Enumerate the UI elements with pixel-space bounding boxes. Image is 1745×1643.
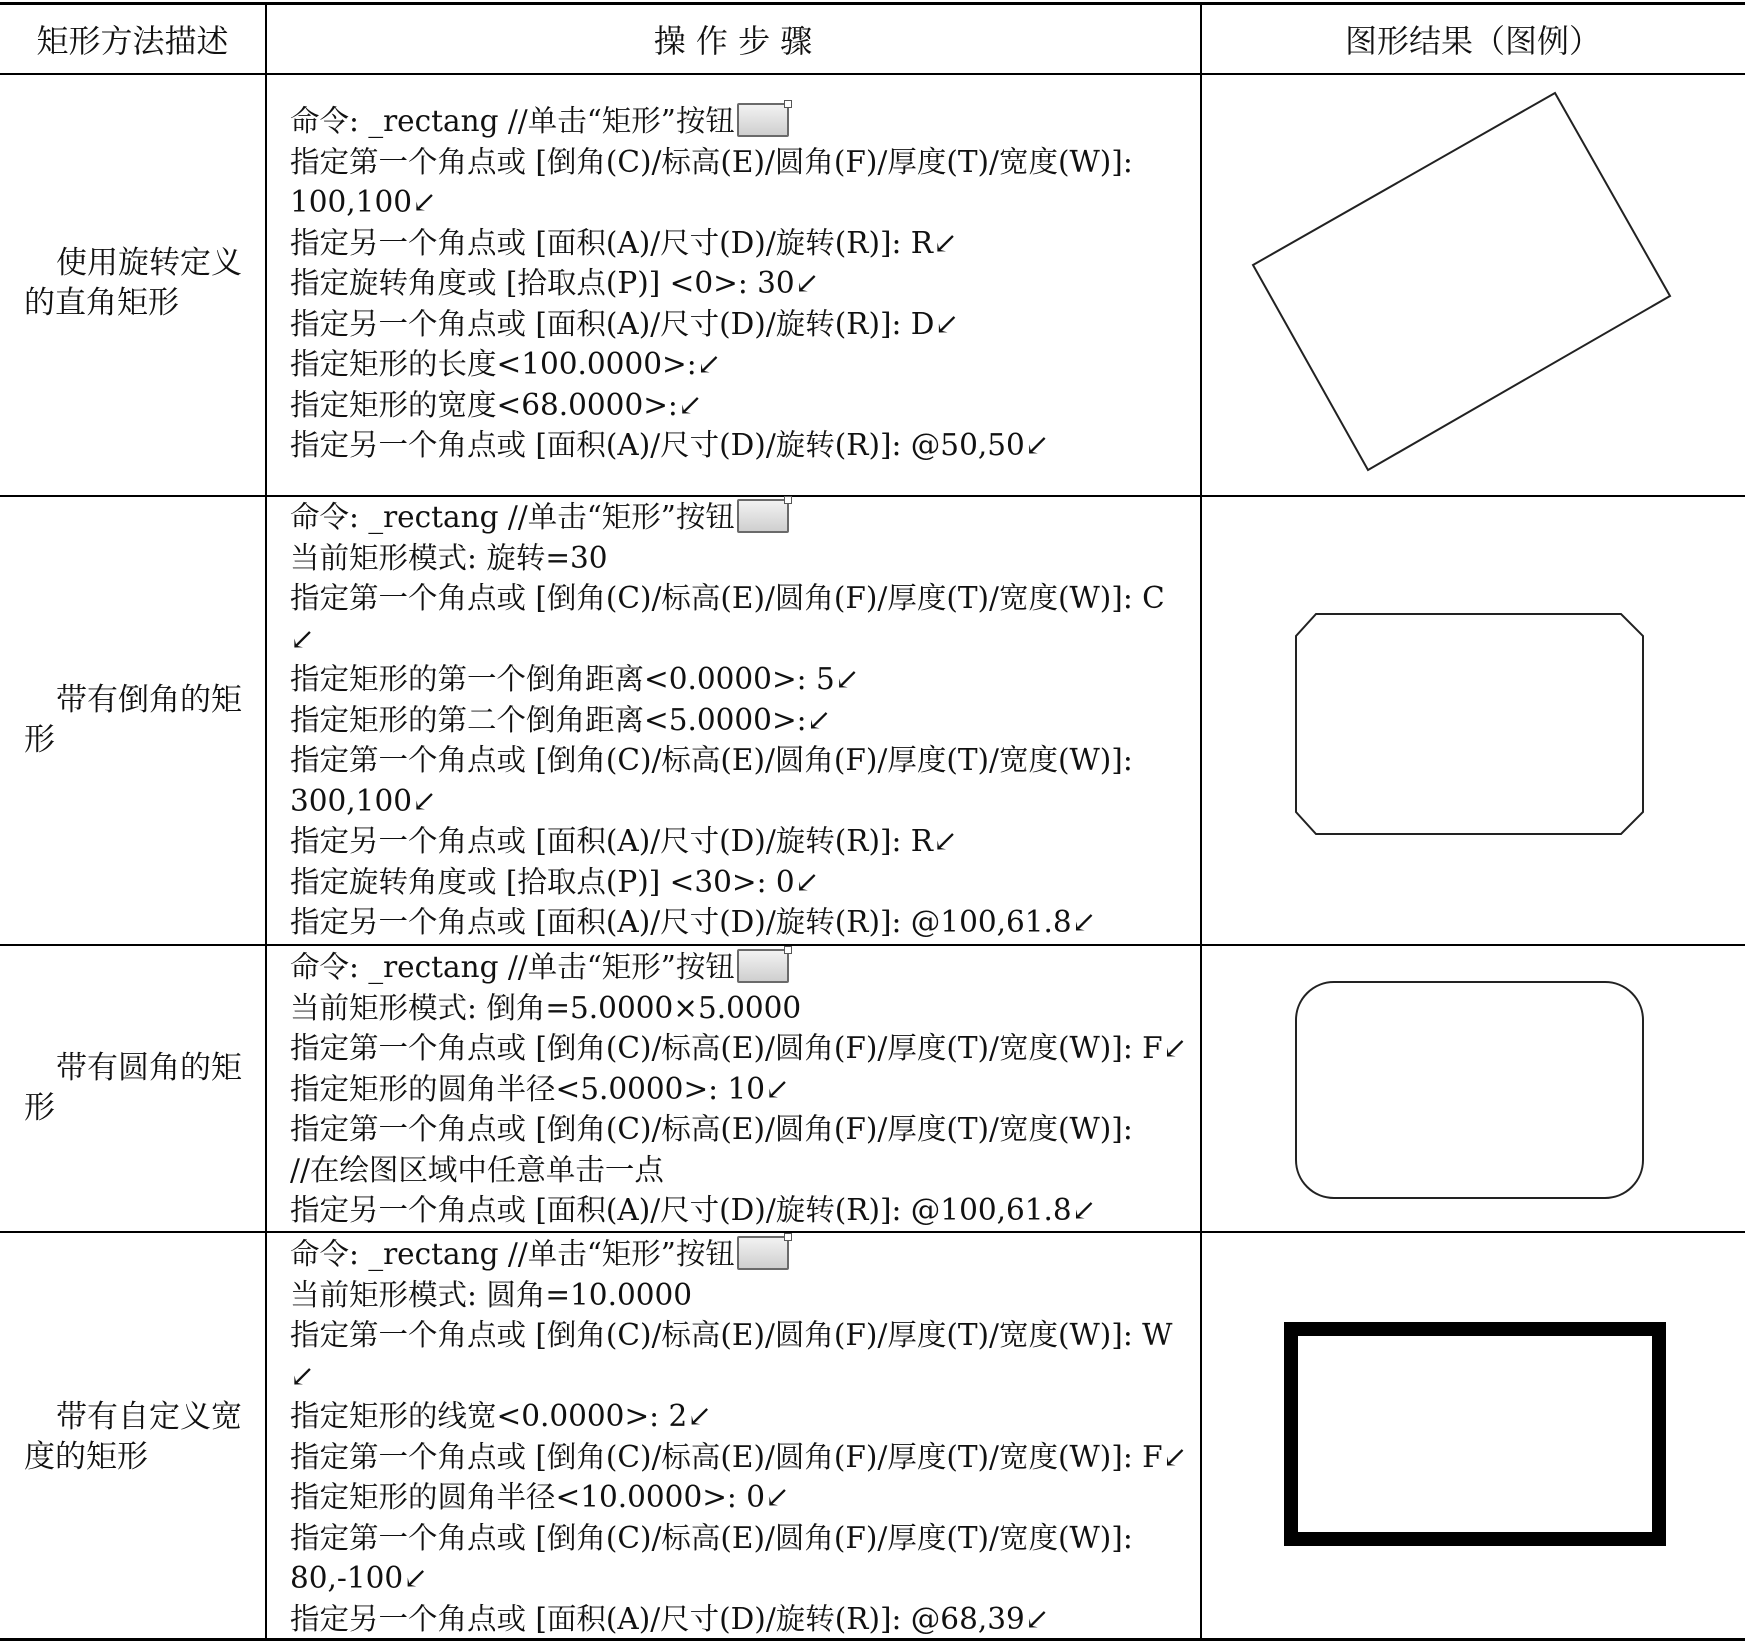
step-line: 指定矩形的圆角半径<5.0000>: 10↙ xyxy=(290,1071,790,1106)
wide-border-rectangle-icon xyxy=(1275,1315,1675,1555)
header-graphic-result: 图形结果（图例） xyxy=(1344,22,1601,60)
step-line: 命令: _rectang //单击“矩形”按钮 xyxy=(290,497,1190,538)
row-rule xyxy=(0,944,1745,946)
step-line: 指定另一个角点或 [面积(A)/尺寸(D)/旋转(R)]: R↙ xyxy=(290,225,958,260)
step-line: 指定矩形的线宽<0.0000>: 2↙ xyxy=(290,1399,712,1433)
step-line: 当前矩形模式: 倒角=5.0000×5.0000 xyxy=(290,990,802,1025)
step-line: 指定第一个角点或 [倒角(C)/标高(E)/圆角(F)/厚度(T)/宽度(W)]: F↙ xyxy=(290,1031,1188,1065)
column-rule xyxy=(1200,4,1202,1640)
row-description: 带有自定义宽度的矩形 xyxy=(24,1399,242,1475)
column-rule xyxy=(265,4,267,1640)
step-line: 指定另一个角点或 [面积(A)/尺寸(D)/旋转(R)]: @100,61.8↙ xyxy=(290,905,1097,939)
step-line: 命令: _rectang //单击“矩形”按钮 xyxy=(290,101,1190,142)
step-line: 指定矩形的第一个倒角距离<0.0000>: 5↙ xyxy=(290,662,860,696)
step-line: //在绘图区域中任意单击一点 xyxy=(290,1152,664,1187)
step-line: 指定矩形的长度<100.0000>:↙ xyxy=(290,347,722,381)
row-description: 带有圆角的矩形 xyxy=(24,1050,242,1126)
step-line: 当前矩形模式: 旋转=30 xyxy=(290,540,608,575)
step-line: 指定另一个角点或 [面积(A)/尺寸(D)/旋转(R)]: @68,39↙ xyxy=(290,1601,1050,1636)
step-line: 指定另一个角点或 [面积(A)/尺寸(D)/旋转(R)]: D↙ xyxy=(290,306,960,341)
step-line: ↙ xyxy=(290,1358,315,1393)
rectangle-button-icon xyxy=(737,949,789,983)
step-line: 当前矩形模式: 圆角=10.0000 xyxy=(290,1277,693,1312)
step-line: 300,100↙ xyxy=(290,783,437,818)
step-line: 指定第一个角点或 [倒角(C)/标高(E)/圆角(F)/厚度(T)/宽度(W)]: xyxy=(290,1112,1133,1146)
step-line: 指定矩形的圆角半径<10.0000>: 0↙ xyxy=(290,1480,790,1514)
step-line: 指定第一个角点或 [倒角(C)/标高(E)/圆角(F)/厚度(T)/宽度(W)]: xyxy=(290,144,1133,179)
row-rule xyxy=(0,1231,1745,1233)
chamfered-rectangle-icon xyxy=(1290,608,1650,838)
filleted-rectangle-icon xyxy=(1290,976,1650,1206)
step-line: 100,100↙ xyxy=(290,185,437,219)
row-steps xyxy=(290,947,1190,1231)
step-line: 指定矩形的第二个倒角距离<5.0000>:↙ xyxy=(290,702,832,737)
step-line: 命令: _rectang //单击“矩形”按钮 xyxy=(290,1234,1190,1275)
row-steps xyxy=(290,497,1190,943)
rectangle-button-icon xyxy=(737,499,789,533)
step-line: 指定矩形的宽度<68.0000>:↙ xyxy=(290,387,703,422)
row-steps xyxy=(290,101,1190,466)
step-line: 指定另一个角点或 [面积(A)/尺寸(D)/旋转(R)]: @100,61.8↙ xyxy=(290,1193,1097,1227)
step-line: ↙ xyxy=(290,621,315,656)
step-line: 指定第一个角点或 [倒角(C)/标高(E)/圆角(F)/厚度(T)/宽度(W)]: W xyxy=(290,1318,1173,1352)
step-line: 指定旋转角度或 [拾取点(P)] <30>: 0↙ xyxy=(290,864,820,899)
step-line: 指定另一个角点或 [面积(A)/尺寸(D)/旋转(R)]: @50,50↙ xyxy=(290,428,1050,462)
row-steps xyxy=(290,1234,1190,1639)
rotated-rectangle-icon xyxy=(1230,80,1710,490)
step-line: 指定第一个角点或 [倒角(C)/标高(E)/圆角(F)/厚度(T)/宽度(W)]: C xyxy=(290,581,1165,615)
rectangle-button-icon xyxy=(737,1236,789,1270)
step-line: 指定第一个角点或 [倒角(C)/标高(E)/圆角(F)/厚度(T)/宽度(W)]: F↙ xyxy=(290,1439,1188,1474)
step-line: 指定第一个角点或 [倒角(C)/标高(E)/圆角(F)/厚度(T)/宽度(W)]: xyxy=(290,743,1133,777)
step-line: 80,-100↙ xyxy=(290,1561,428,1595)
row-description: 带有倒角的矩形 xyxy=(24,682,242,758)
row-description: 使用旋转定义的直角矩形 xyxy=(24,245,242,321)
step-line: 指定第一个角点或 [倒角(C)/标高(E)/圆角(F)/厚度(T)/宽度(W)]: xyxy=(290,1520,1133,1555)
step-line: 指定另一个角点或 [面积(A)/尺寸(D)/旋转(R)]: R↙ xyxy=(290,824,958,858)
step-line: 指定旋转角度或 [拾取点(P)] <0>: 30↙ xyxy=(290,266,820,300)
step-line: 命令: _rectang //单击“矩形”按钮 xyxy=(290,947,1190,988)
rectangle-button-icon xyxy=(737,103,789,137)
header-operation-steps: 操 作 步 骤 xyxy=(653,22,813,60)
header-method-description: 矩形方法描述 xyxy=(36,22,229,60)
